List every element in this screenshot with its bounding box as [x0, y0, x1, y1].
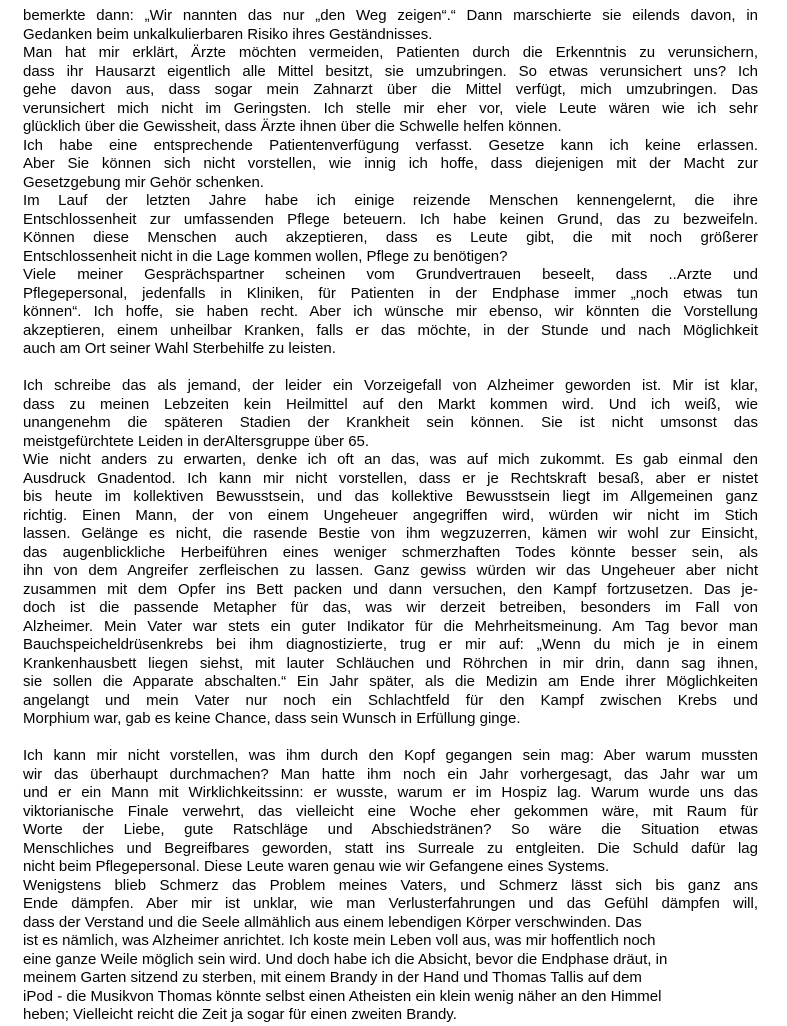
text-line: iPod - die Musikvon Thomas könnte selbst einen Atheisten ein klein wenig näher an den Himmel	[23, 987, 662, 1005]
text-line: auch am Ort seiner Wahl Sterbehilfe zu leisten.	[23, 340, 336, 357]
text-line: viktorianische Finale verwehrt, das vielleicht eine Woche eher gekommen wäre, mit Raum für	[23, 802, 758, 820]
text-line: Können diese Menschen auch akzeptieren, dass es Leute gibt, die mit noch größerer	[23, 229, 758, 246]
text-line: dass der Verstand und die Seele allmählich aus einem lebendigen Körper verschwinden. Das	[23, 913, 642, 931]
text-line: bis heute im kollektiven Bewusstsein, und das kollektive Bewusstsein liegt im Allgemeinen ganz	[23, 488, 758, 505]
text-line: meistgefürchtete Leiden in derAltersgruppe über 65.	[23, 432, 370, 450]
text-line: Ende dämpfen. Aber mir ist unklar, wie man Verlusterfahrungen und das Gefühl dämpfen will,	[23, 895, 758, 912]
text-line: dass ihr Hausarzt eigentlich alle Mittel besitzt, sie umzubringen. So etwas verunsichert uns? Ich	[23, 62, 758, 80]
text-line: dass zu meinen Lebzeiten kein Heilmittel auf den Markt kommen wird. Und ich weiß, wie	[23, 395, 758, 413]
text-line: Alzheimer. Mein Vater war stets ein guter Indikator für die Mehrheitsmeinung. Am Tag bevor man	[23, 617, 758, 635]
text-line: das augenblickliche Herbeiführen eines weniger schmerzhaften Todes könnte besser sein, als	[23, 543, 758, 561]
text-line: und er ein Mann mit Wirklichkeitssinn: er wusste, warum er im Hospiz lag. Warum wurde uns das	[23, 784, 758, 801]
blank-line	[23, 359, 758, 378]
text-line: Entschlossenheit nicht in die Lage kommen wollen, Pflege zu benötigen?	[23, 247, 508, 265]
text-line: doch ist die passende Metapher für das, was wir derzeit betreiben, besonders im Fall von	[23, 599, 758, 616]
text-line: Ich kann mir nicht vorstellen, was ihm durch den Kopf gegangen sein mag: Aber warum mussten	[23, 747, 758, 764]
text-line: Krankenhausbett liegen siehst, mit lauter Schläuchen und Röhrchen in mir drin, dann sag ihnen,	[23, 654, 758, 672]
text-line: unangenehm die späteren Stadien der Krankheit sein können. Sie ist nicht umsonst das	[23, 414, 758, 431]
text-line: Man hat mir erklärt, Ärzte möchten vermeiden, Patienten durch die Erkenntnis zu verunsichern,	[23, 44, 758, 61]
text-line: zusammen mit dem Opfer ins Bett packen und dann versuchen, den Kampf fortzusetzen. Das je-	[23, 580, 758, 598]
text-line: Ausdruck Gnadentod. Ich kann mir nicht vorstellen, dass er je Rechtskraft besaß, aber er nistet	[23, 469, 758, 487]
text-line: verunsichert mich nicht im Geringsten. Ich stelle mir eher vor, viele Leute wären wie ich sehr	[23, 99, 758, 117]
text-line: Ich habe eine entsprechende Patientenverfügung verfasst. Gesetze kann ich keine erlassen.	[23, 136, 758, 154]
text-line: nicht beim Pflegepersonal. Diese Leute waren genau wie wir Gefangene eines Systems.	[23, 858, 610, 875]
text-line: bemerkte dann: „Wir nannten das nur „den Weg zeigen“.“ Dann marschierte sie eilends davon, in	[23, 7, 758, 24]
text-line: Gedanken beim unkalkulierbaren Risiko ihres Geständnisses.	[23, 25, 433, 43]
text-line: ist es nämlich, was Alzheimer anrichtet. Ich koste mein Leben voll aus, was mir hoffentlich noch	[23, 932, 656, 949]
text-line: Menschliches und Begreifbares geworden, statt ins Surreale zu entgleiten. Die Schuld dafür lag	[23, 839, 758, 857]
text-line: Bauchspeicheldrüsenkrebs bei ihm diagnostizierte, trug er mir auf: „Wenn du mich je in einem	[23, 636, 758, 653]
text-line: Aber Sie können sich nicht vorstellen, wie innig ich hoffe, dass diejenigen mit der Macht zur	[23, 155, 758, 172]
blank-line	[23, 729, 758, 748]
text-line: Entschlossenheit zur umfassenden Pflege beteuern. Ich habe keinen Grund, das zu bezweifeln.	[23, 210, 758, 228]
text-line: heben; Vielleicht reicht die Zeit ja sogar für einen zweiten Brandy.	[23, 1006, 457, 1023]
text-line: gehe davon aus, dass sogar mein Zahnarzt über die Mittel verfügt, mich umzubringen. Das	[23, 81, 758, 98]
text-line: meinem Garten sitzend zu sterben, mit einem Brandy in der Hand und Thomas Tallis auf dem	[23, 969, 642, 986]
text-line: glücklich über die Gewissheit, dass Ärzte ihnen über die Schwelle helfen können.	[23, 118, 562, 135]
text-line: ihn von dem Angreifer zerfleischen zu lassen. Ganz gewiss würden wir das Ungeheuer aber nicht	[23, 562, 758, 579]
text-line: Pflegepersonal, jedenfalls in Kliniken, für Patienten in der Endphase immer „noch etwas tun	[23, 284, 758, 302]
text-line: können“. Ich hoffe, sie haben recht. Aber ich wünsche mir ebenso, wir könnten die Vorstellung	[23, 303, 758, 320]
text-line: Viele meiner Gesprächspartner scheinen vom Grundvertrauen beseelt, dass ..Arzte und	[23, 266, 758, 283]
text-line: wir das überhaupt durchmachen? Man hatte ihm noch ein Jahr vorhergesagt, das Jahr war um	[23, 765, 758, 783]
text-line: Worte der Liebe, gute Ratschläge und Abschiedstränen? So wäre die Situation etwas	[23, 821, 758, 838]
text-line: Ich schreibe das als jemand, der leider ein Vorzeigefall von Alzheimer geworden ist. Mir ist klar,	[23, 377, 758, 394]
text-line: Gesetzgebung mir Gehör schenken.	[23, 173, 264, 191]
text-line: Im Lauf der letzten Jahre habe ich einige reizende Menschen kennengelernt, die ihre	[23, 192, 758, 209]
text-line: sie sollen die Apparate abschalten.“ Ein Jahr später, als die Medizin am Ende ihrer Möglichkeiten	[23, 673, 758, 690]
text-line: richtig. Einen Mann, der von einem Ungeheuer angegriffen wird, würden wir nicht im Stich	[23, 506, 758, 524]
text-line: akzeptieren, einem unheilbar Kranken, falls er das möchte, in der Stunde und nach Möglichkeit	[23, 321, 758, 339]
text-line: eine ganze Weile möglich sein wird. Und doch habe ich die Absicht, bevor die Endphase dräut, in	[23, 950, 668, 968]
text-line: angelangt und mein Vater nur noch ein Schlachtfeld für den Kampf zwischen Krebs und	[23, 691, 758, 709]
text-line: Wenigstens blieb Schmerz das Problem meines Vaters, und Schmerz lässt sich bis ganz ans	[23, 876, 758, 894]
text-line: lassen. Gelänge es nicht, die rasende Bestie von ihm wegzuzerren, kämen wir wohl zur Einsicht,	[23, 525, 758, 542]
text-line: Wie nicht anders zu erwarten, denke ich oft an das, was auf mich zukommt. Es gab einmal den	[23, 451, 758, 468]
text-line: Morphium war, gab es keine Chance, dass sein Wunsch in Erfüllung ginge.	[23, 710, 521, 727]
